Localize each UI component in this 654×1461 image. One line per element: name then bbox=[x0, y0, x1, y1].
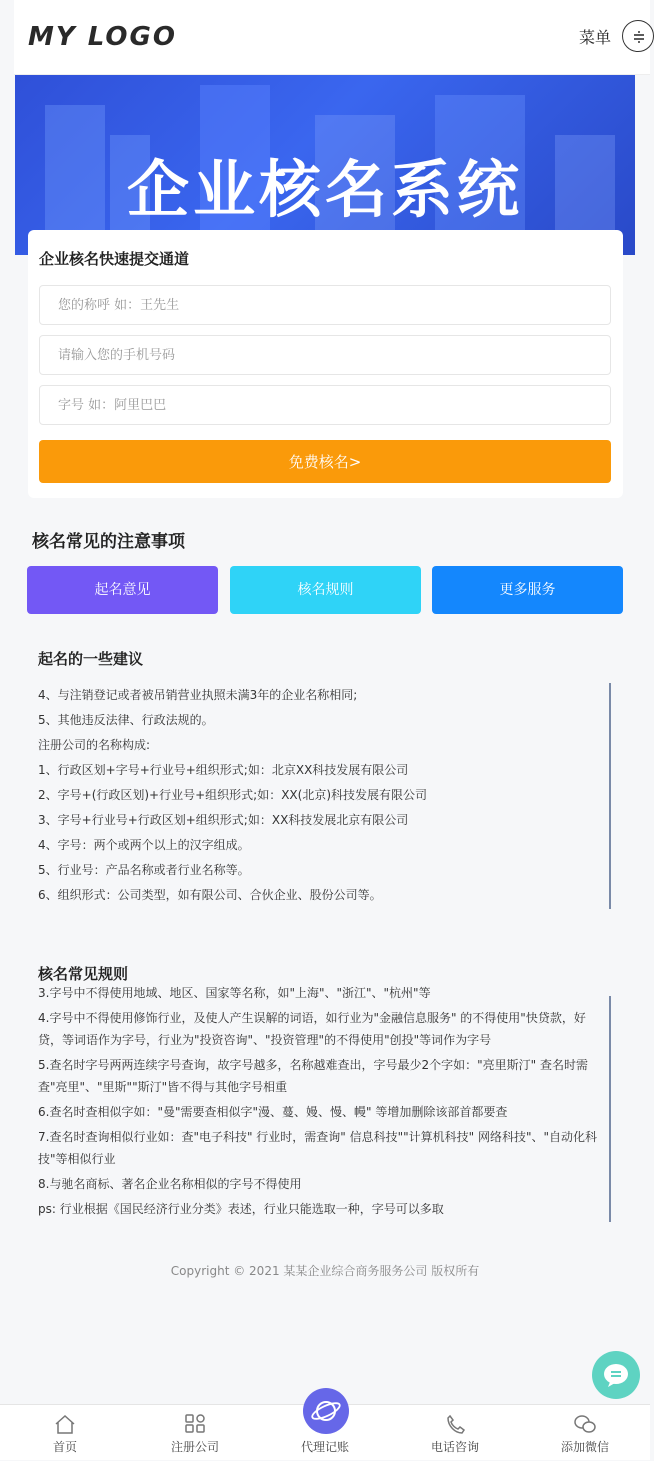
tabbar-item-home[interactable] bbox=[0, 1405, 130, 1461]
free-check-button[interactable]: 免费核名> bbox=[39, 440, 611, 483]
card-title: 企业核名快速提交通道 bbox=[39, 250, 190, 268]
hero-banner bbox=[15, 75, 635, 255]
tabbar-label: 添加微信 bbox=[560, 1440, 609, 1454]
rules-title: 核名常见规则 bbox=[38, 965, 129, 983]
banner-title: 企业核名系统 bbox=[126, 153, 523, 226]
header bbox=[14, 0, 650, 75]
chat-button[interactable] bbox=[592, 1351, 640, 1399]
tab-naming-advice[interactable]: 起名意见 bbox=[27, 566, 218, 614]
list-item: ps: 行业根据《国民经济行业分类》表述，行业只能选取一种，字号可以多取 bbox=[38, 1202, 444, 1216]
tabbar-item-phone[interactable] bbox=[390, 1405, 520, 1461]
tabbar-label: 首页 bbox=[52, 1440, 77, 1454]
tabbar-label: 注册公司 bbox=[170, 1440, 219, 1454]
list-item: 5、行业号：产品名称或者行业名称等。 bbox=[38, 863, 250, 877]
list-item: 7.查名时查询相似行业如：查"电子科技" 行业时，需查询" 信息科技""计算机科技" 网络科技"、"自动化科技"等相似行业 bbox=[38, 1130, 598, 1166]
list-item: 4、字号：两个或两个以上的汉字组成。 bbox=[38, 838, 250, 852]
list-item: 4、与注销登记或者被吊销营业执照未满3年的企业名称相同; bbox=[38, 688, 358, 702]
list-item: 5.查名时字号两两连续字号查询，故字号越多，名称越难查出，字号最少2个字如："亮里斯汀" 查名时需查"亮里"、"里斯""斯汀"皆不得与其他字号相重 bbox=[38, 1058, 588, 1094]
tab-naming-rules[interactable]: 核名规则 bbox=[230, 566, 421, 614]
list-item: 1、行政区划+字号+行业号+组织形式;如：北京XX科技发展有限公司 bbox=[38, 763, 409, 777]
list-item: 6、组织形式：公司类型，如有限公司、合伙企业、股份公司等。 bbox=[38, 888, 382, 902]
copyright: Copyright © 2021 某某企业综合商务服务公司 版权所有 bbox=[170, 1264, 480, 1278]
advice-scroll-box[interactable] bbox=[38, 683, 611, 909]
home-icon bbox=[52, 1413, 78, 1435]
tab-more-services[interactable]: 更多服务 bbox=[432, 566, 623, 614]
advice-title: 起名的一些建议 bbox=[38, 650, 144, 668]
list-item: 5、其他违反法律、行政法规的。 bbox=[38, 713, 214, 727]
chat-bubble-icon bbox=[592, 1351, 640, 1399]
list-item: 6.查名时查相似字如："曼"需要查相似字"漫、蔓、嫚、慢、幔" 等增加删除该部首都要查 bbox=[38, 1105, 508, 1119]
phone-icon bbox=[442, 1413, 468, 1435]
grid-icon bbox=[182, 1413, 208, 1435]
name-input[interactable] bbox=[39, 285, 611, 325]
list-item: 注册公司的名称构成: bbox=[38, 738, 151, 752]
list-item: 3、字号+行业号+行政区划+组织形式;如：XX科技发展北京有限公司 bbox=[38, 813, 409, 827]
list-item: 4.字号中不得使用修饰行业，及使人产生误解的词语，如行业为"金融信息服务" 的不得使用"快贷款，好贷，等词语作为字号，行业为"投资咨询"、"投资管理"的不得使用"创投"等词作为字号 bbox=[38, 1011, 586, 1047]
bookkeeping-center-button[interactable] bbox=[303, 1388, 349, 1434]
notes-title: 核名常见的注意事项 bbox=[32, 532, 185, 552]
tabbar-label: 代理记账 bbox=[300, 1440, 349, 1454]
list-item: 8.与驰名商标、著名企业名称相似的字号不得使用 bbox=[38, 1177, 302, 1191]
tabbar-item-register[interactable] bbox=[130, 1405, 260, 1461]
rules-scroll-box[interactable] bbox=[38, 986, 611, 1222]
tabbar-label: 电话咨询 bbox=[430, 1440, 479, 1454]
menu-icon bbox=[631, 29, 647, 45]
logo[interactable]: MY LOGO bbox=[28, 22, 177, 52]
brand-input[interactable] bbox=[39, 385, 611, 425]
quick-submit-card bbox=[28, 230, 623, 498]
wechat-icon bbox=[572, 1413, 598, 1435]
tabbar-item-wechat[interactable] bbox=[520, 1405, 650, 1461]
menu-label[interactable]: 菜单 bbox=[579, 28, 612, 47]
menu-button[interactable] bbox=[622, 20, 654, 52]
phone-input[interactable] bbox=[39, 335, 611, 375]
list-item: 3.字号中不得使用地域、地区、国家等名称，如"上海"、"浙江"、"杭州"等 bbox=[38, 986, 431, 1000]
list-item: 2、字号+(行政区划)+行业号+组织形式;如：XX(北京)科技发展有限公司 bbox=[38, 788, 428, 802]
planet-icon bbox=[303, 1388, 349, 1434]
